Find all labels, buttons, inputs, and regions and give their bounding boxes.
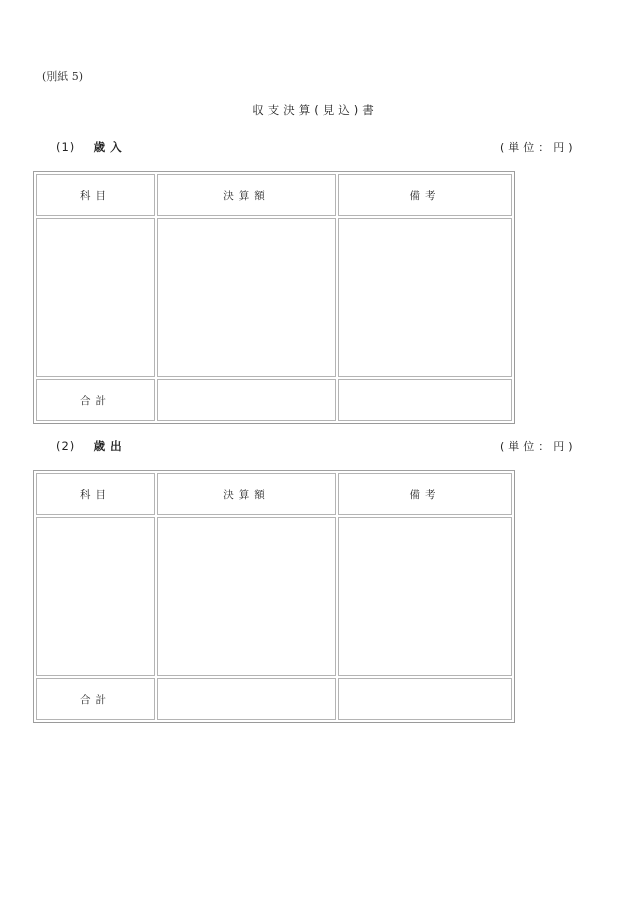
remarks-cell[interactable] (338, 218, 512, 377)
table-header-row (36, 174, 512, 216)
column-header-remarks: 備考 (338, 473, 512, 515)
table-body-row (36, 218, 512, 377)
section-label: 歳出 (93, 439, 127, 453)
total-amount-cell[interactable] (157, 678, 336, 720)
table-total-row (36, 678, 512, 720)
unit-label: (単位：円) (500, 141, 577, 154)
document-title: 収支決算(見込)書 (252, 103, 378, 117)
total-amount-cell[interactable] (157, 379, 336, 421)
unit-label: (単位：円) (500, 440, 577, 453)
total-label: 合計 (36, 379, 155, 421)
item-cell[interactable] (36, 218, 155, 377)
table-header-row (36, 473, 512, 515)
section-heading-revenue (56, 139, 127, 155)
total-remarks-cell[interactable] (338, 678, 512, 720)
section-heading-expenditure (56, 438, 127, 454)
amount-cell[interactable] (157, 218, 336, 377)
section-number: (2) (56, 439, 76, 453)
column-header-item: 科目 (36, 473, 155, 515)
revenue-table (33, 171, 515, 424)
column-header-amount: 決算額 (157, 473, 336, 515)
annex-label: (別紙 5) (42, 70, 84, 83)
remarks-cell[interactable] (338, 517, 512, 676)
section-number: (1) (56, 140, 76, 154)
item-cell[interactable] (36, 517, 155, 676)
table-body-row (36, 517, 512, 676)
column-header-remarks: 備考 (338, 174, 512, 216)
total-remarks-cell[interactable] (338, 379, 512, 421)
total-label: 合計 (36, 678, 155, 720)
table-total-row (36, 379, 512, 421)
expenditure-table (33, 470, 515, 723)
column-header-item: 科目 (36, 174, 155, 216)
amount-cell[interactable] (157, 517, 336, 676)
section-label: 歳入 (93, 140, 127, 154)
column-header-amount: 決算額 (157, 174, 336, 216)
